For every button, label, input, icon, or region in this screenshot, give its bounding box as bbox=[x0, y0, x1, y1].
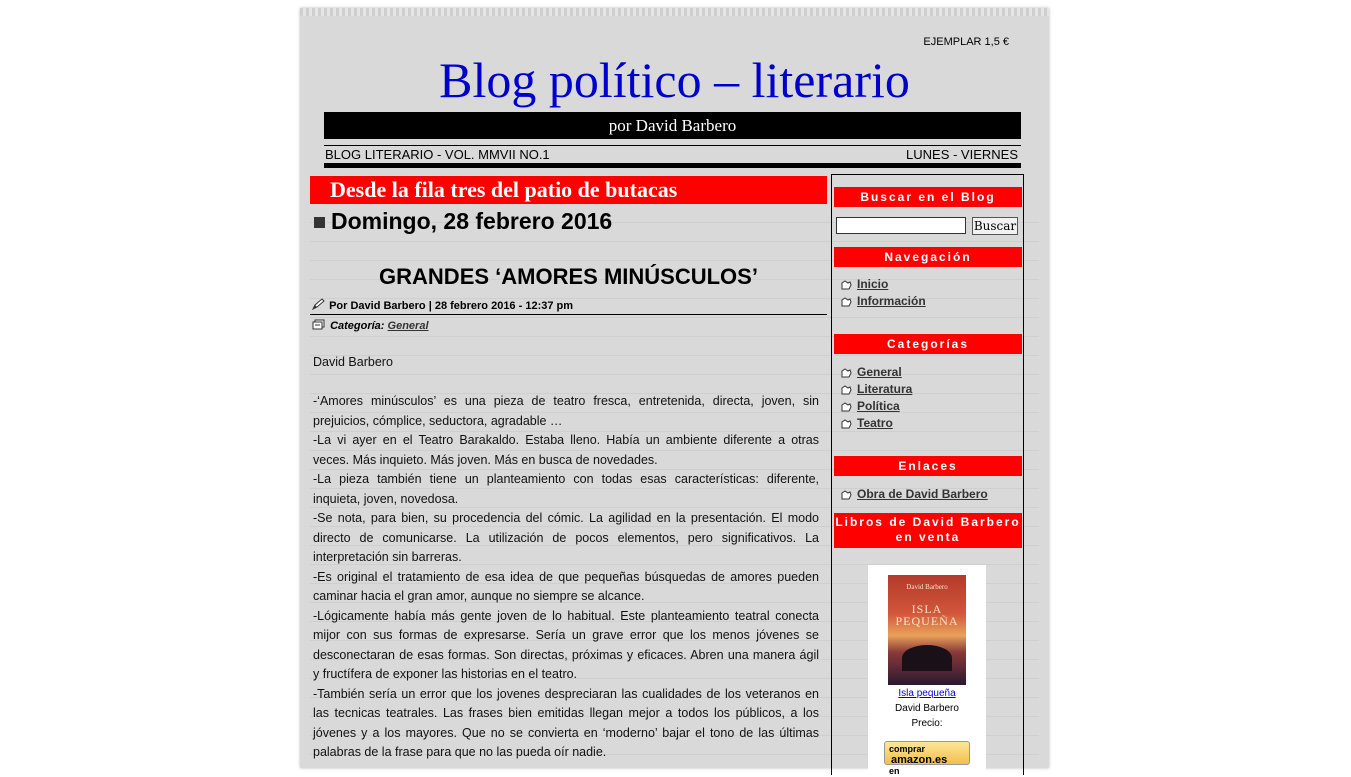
search-input[interactable] bbox=[836, 217, 966, 234]
main-content bbox=[310, 176, 827, 763]
byline-bar bbox=[324, 112, 1021, 139]
buy-line1: comprar bbox=[889, 744, 926, 754]
date-text: Domingo, 28 febrero 2016 bbox=[331, 208, 613, 234]
post-paragraph: David Barbero bbox=[313, 355, 393, 369]
section-heading: Desde la fila tres del patio de butacas bbox=[310, 176, 827, 204]
square-bullet-icon bbox=[314, 217, 325, 228]
post-paragraph: -Lógicamente había más gente joven de lo habitual. Este planteamiento teatral conecta mijor con sus formas de expresarse. Sería un grave error que los menos jóvenes se desconectaran de esas formas. Son directas, próximas y eficaces. Abren una manera ágil y fructífera de exponer las historias en el teatro. bbox=[313, 608, 819, 681]
edition-price: EJEMPLAR 1,5 € bbox=[923, 36, 1009, 48]
date-heading bbox=[310, 206, 827, 236]
hand-pointer-icon bbox=[839, 295, 853, 307]
post-paragraph: -‘Amores minúsculos’ es una pieza de teatro fresca, entretenida, directa, joven, sin prejuicios, cómplice, seductora, agradable … bbox=[313, 394, 819, 428]
document-icon bbox=[312, 319, 325, 330]
masthead-meta bbox=[324, 145, 1021, 168]
search-heading: Buscar en el Blog bbox=[834, 187, 1022, 207]
categories-list bbox=[834, 364, 1025, 432]
nav-heading: Navegación bbox=[834, 247, 1022, 267]
book-cover-title: ISLA PEQUEÑA bbox=[895, 602, 959, 628]
book-author: David Barbero bbox=[895, 703, 959, 714]
schedule-text: LUNES - VIERNES bbox=[906, 147, 1018, 162]
category-link[interactable]: Política bbox=[857, 399, 900, 413]
category-link[interactable]: General bbox=[857, 365, 902, 379]
hand-pointer-icon bbox=[839, 488, 853, 500]
book-title-link[interactable]: Isla pequeña bbox=[898, 688, 956, 699]
category-link[interactable]: General bbox=[387, 320, 429, 332]
nav-item-inicio[interactable] bbox=[839, 276, 1025, 293]
post-paragraph: -Se nota, para bien, su procedencia del cómic. La agilidad en la presentación. El modo directo de comunicarse. La utilización de pocos elementos, pero significativos. La interpretación sin barreras. bbox=[313, 511, 819, 564]
volume-text: BLOG LITERARIO - VOL. MMVII NO.1 bbox=[325, 147, 550, 162]
category-item-general[interactable] bbox=[839, 364, 1025, 381]
buy-line2: en bbox=[889, 766, 900, 776]
category-item-literatura[interactable] bbox=[839, 381, 1025, 398]
category-link[interactable]: Teatro bbox=[857, 416, 893, 430]
hand-pointer-icon bbox=[839, 400, 853, 412]
category-link[interactable]: Literatura bbox=[857, 382, 913, 396]
buy-on-amazon-button[interactable] bbox=[884, 741, 970, 776]
books-heading: Libros de David Barbero en venta bbox=[834, 513, 1022, 548]
post-meta bbox=[310, 292, 827, 315]
post-body bbox=[313, 353, 819, 763]
hand-pointer-icon bbox=[839, 366, 853, 378]
hand-pointer-icon bbox=[839, 383, 853, 395]
book-price-label: Precio: bbox=[911, 718, 943, 729]
post-paragraph: -La vi ayer en el Teatro Barakaldo. Estaba lleno. Había un ambiente diferente a otras veces. Más inquieto. Más joven. Más en busca de novedades. bbox=[313, 433, 819, 467]
external-link[interactable]: Obra de David Barbero bbox=[857, 487, 988, 501]
hand-pointer-icon bbox=[839, 278, 853, 290]
post-category bbox=[310, 315, 827, 335]
category-item-politica[interactable] bbox=[839, 398, 1025, 415]
amazon-logo: amazon.es bbox=[891, 754, 948, 766]
book-cover-image[interactable] bbox=[888, 575, 966, 685]
sidebar bbox=[831, 174, 1024, 775]
post-title[interactable]: GRANDES ‘AMORES MINÚSCULOS’ bbox=[379, 264, 758, 289]
categories-heading: Categorías bbox=[834, 334, 1022, 354]
post-paragraph: -Es original el tratamiento de esa idea de que pequeñas búsquedas de amores pueden caminar hacia el gran amor, aunque no siempre se alcance. bbox=[313, 569, 819, 603]
nav-link[interactable]: Inicio bbox=[857, 277, 889, 291]
links-list bbox=[834, 486, 1025, 503]
links-heading: Enlaces bbox=[834, 456, 1022, 476]
island-silhouette bbox=[902, 645, 952, 671]
post-paragraph: -También sería un error que los jovenes despreciaran las cualidades de los veteranos en las tecnicas teatrales. Las frases bien emitidas llegan mejor a todos los públicos, a los jóvenes y a los mayores. Que no se convierta en ‘moderno’ bajar el tono de las últimas palabras de la frase para que no las pueda oír nadie. bbox=[313, 686, 819, 759]
search-button[interactable]: Buscar bbox=[973, 219, 1017, 233]
post-meta-text: Por David Barbero | 28 febrero 2016 - 12:37 pm bbox=[329, 300, 574, 312]
pencil-icon bbox=[312, 298, 326, 310]
site-title[interactable]: Blog político – literario bbox=[439, 52, 910, 108]
byline: por David Barbero bbox=[608, 116, 737, 135]
book-widget bbox=[868, 565, 986, 775]
category-label: Categoría: bbox=[330, 320, 385, 332]
hand-pointer-icon bbox=[839, 417, 853, 429]
nav-list bbox=[834, 276, 1025, 310]
paragraph-spacer bbox=[313, 373, 819, 393]
nav-link[interactable]: Información bbox=[857, 294, 926, 308]
newspaper-page bbox=[300, 8, 1049, 776]
nav-item-informacion[interactable] bbox=[839, 293, 1025, 310]
link-item-obra[interactable] bbox=[839, 486, 1025, 503]
post-paragraph: -La pieza también tiene un planteamiento con todas esas características: diferente, inquieta, joven, novedosa. bbox=[313, 472, 819, 506]
category-item-teatro[interactable] bbox=[839, 415, 1025, 432]
book-cover-author: David Barbero bbox=[906, 583, 948, 591]
